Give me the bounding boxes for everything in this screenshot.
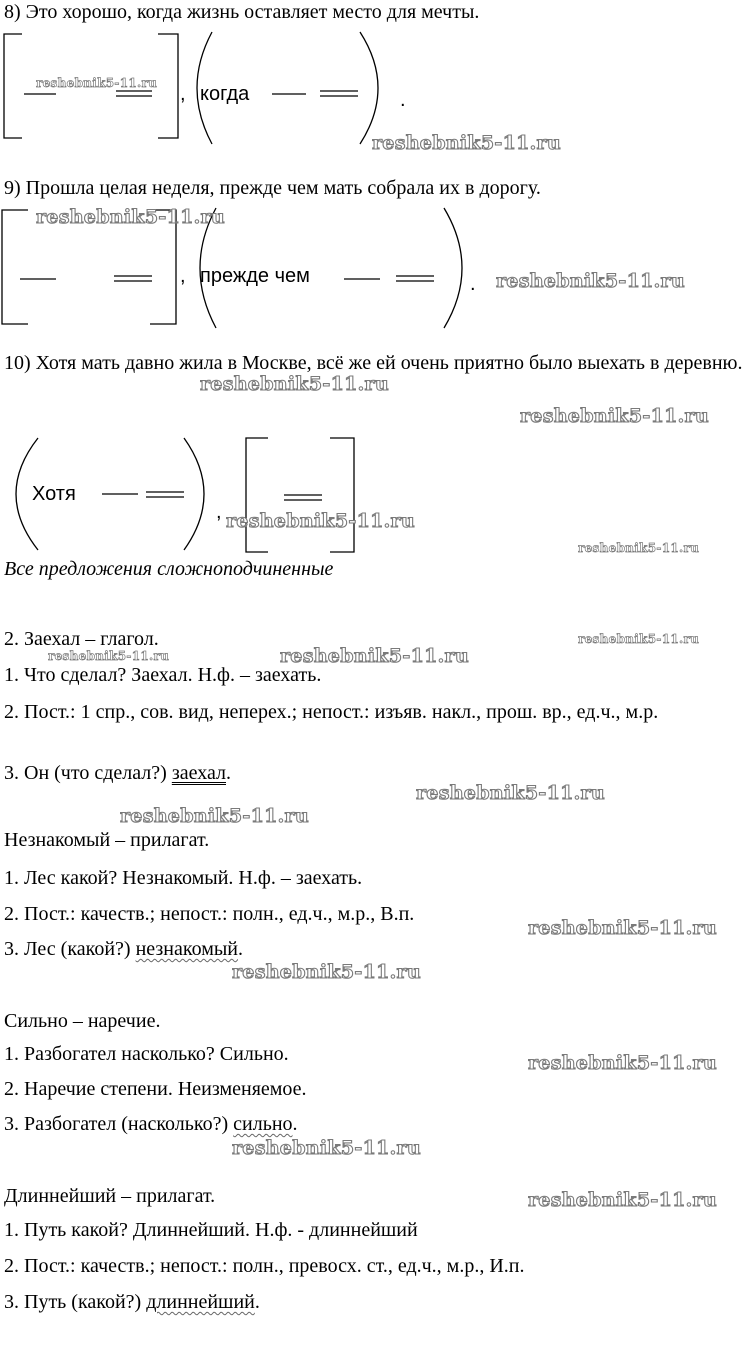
watermark: reshebnik5-11.ru (280, 645, 469, 667)
word1-line1: 1. Что сделал? Заехал. Н.ф. – заехать. (4, 664, 322, 686)
word4-line1: 1. Путь какой? Длиннейший. Н.ф. - длиннейший (4, 1219, 418, 1241)
watermark: reshebnik5-11.ru (232, 1137, 421, 1159)
watermark: reshebnik5-11.ru (496, 270, 685, 292)
word3-title: Сильно – наречие. (4, 1010, 161, 1032)
watermark: reshebnik5-11.ru (578, 632, 700, 646)
word1-underlined-word: заехал (171, 762, 226, 784)
word2-underlined-word: незнакомый (135, 938, 238, 960)
watermark: reshebnik5-11.ru (120, 805, 309, 827)
s9-comma: , (180, 265, 186, 287)
s10-conjunction: Хотя (32, 483, 76, 505)
word3-line3: 3. Разбогател (насколько?) сильно. (4, 1113, 298, 1135)
watermark: reshebnik5-11.ru (36, 76, 158, 90)
word2-title: Незнакомый – прилагат. (4, 829, 210, 851)
word4-line2: 2. Пост.: качеств.; непост.: полн., превосх. ст., ед.ч., м.р., И.п. (4, 1255, 525, 1277)
word1-line3: 3. Он (что сделал?) заехал. (4, 762, 231, 784)
word3-line1: 1. Разбогател насколько? Сильно. (4, 1043, 289, 1065)
word4-line3: 3. Путь (какой?) длиннейший. (4, 1291, 260, 1313)
sentence-8-scheme (0, 28, 420, 158)
watermark: reshebnik5-11.ru (528, 1189, 717, 1211)
s8-period: . (400, 89, 406, 111)
word2-line2: 2. Пост.: качеств.; непост.: полн., ед.ч., м.р., В.п. (4, 903, 415, 925)
word3-underlined-word: сильно (233, 1113, 293, 1135)
word2-line1: 1. Лес какой? Незнакомый. Н.ф. – заехать. (4, 867, 363, 889)
watermark: reshebnik5-11.ru (528, 917, 717, 939)
word1-line2: 2. Пост.: 1 спр., сов. вид, неперех.; непост.: изъяв. накл., прош. вр., ед.ч., м.р. (4, 701, 659, 723)
watermark: reshebnik5-11.ru (48, 649, 170, 663)
sentence-10-scheme (0, 432, 380, 562)
watermark: reshebnik5-11.ru (226, 510, 415, 532)
summary-note: Все предложения сложноподчиненные (4, 558, 334, 580)
s10-comma: , (216, 501, 222, 523)
s8-comma: , (180, 83, 186, 105)
word4-title: Длиннейший – прилагат. (4, 1185, 216, 1207)
s9-period: . (470, 273, 476, 295)
watermark: reshebnik5-11.ru (372, 132, 561, 154)
watermark: reshebnik5-11.ru (200, 373, 389, 395)
watermark: reshebnik5-11.ru (520, 405, 709, 427)
watermark: reshebnik5-11.ru (232, 961, 421, 983)
watermark: reshebnik5-11.ru (528, 1052, 717, 1074)
sentence-10-text: 10) Хотя мать давно жила в Москве, всё же ей очень приятно было выехать в деревню. (4, 352, 743, 374)
word4-underlined-word: длиннейший (146, 1291, 255, 1313)
watermark: reshebnik5-11.ru (578, 541, 700, 555)
sentence-9-text: 9) Прошла целая неделя, прежде чем мать собрала их в дорогу. (4, 177, 541, 199)
word3-line2: 2. Наречие степени. Неизменяемое. (4, 1078, 307, 1100)
s8-conjunction: когда (200, 83, 250, 105)
watermark: reshebnik5-11.ru (36, 206, 225, 228)
sentence-8-text: 8) Это хорошо, когда жизнь оставляет место для мечты. (4, 1, 480, 23)
word2-line3: 3. Лес (какой?) незнакомый. (4, 938, 243, 960)
s9-conjunction: прежде чем (200, 265, 310, 287)
watermark: reshebnik5-11.ru (416, 782, 605, 804)
word1-title: 2. Заехал – глагол. (4, 628, 159, 650)
